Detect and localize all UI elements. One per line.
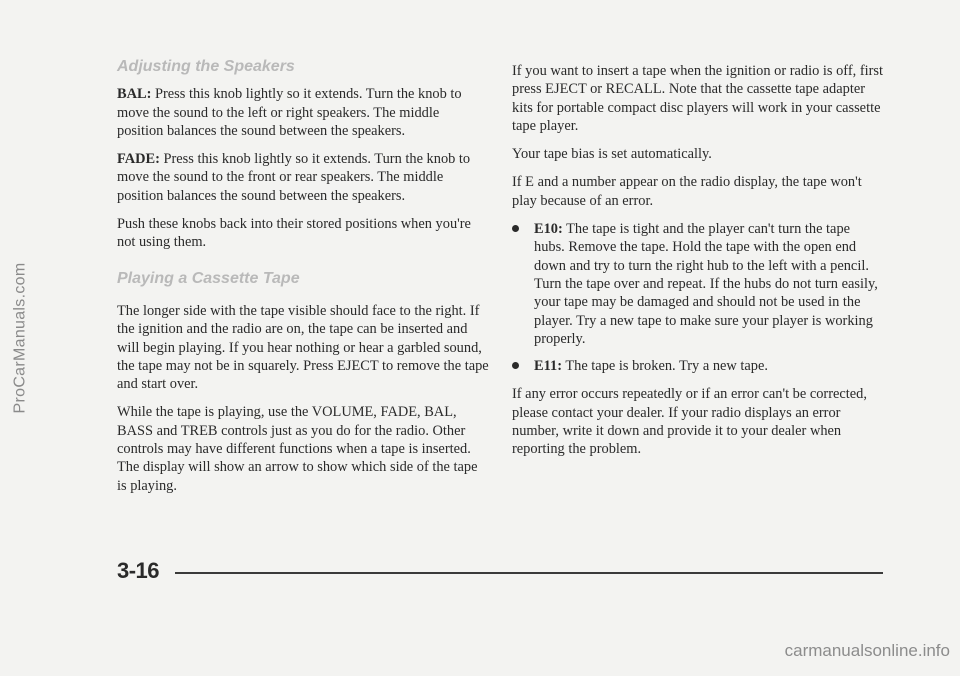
bullet-icon (512, 362, 519, 369)
bal-label: BAL: (117, 86, 152, 103)
push-paragraph: Push these knobs back into their stored positions when you're not using them. (117, 216, 471, 251)
fade-paragraph (117, 150, 489, 205)
bias-paragraph: Your tape bias is set automatically. (512, 146, 712, 163)
error-intro-paragraph: If E and a number appear on the radio display, the tape won't play because of an error. (512, 174, 862, 209)
insert-paragraph: If you want to insert a tape when the ignition or radio is off, first press EJECT or RECALL. Note that the cassette tape adapter kits for portable compact disc players will work in your cassette tape player. (512, 63, 884, 134)
fade-label: FADE: (117, 151, 160, 168)
page-footer (117, 558, 883, 588)
fade-text: Press this knob lightly so it extends. Turn the knob to move the sound to the front or rear speakers. The middle position balances the sound between the speakers. (117, 151, 471, 204)
speakers-heading: Adjusting the Speakers (117, 58, 295, 75)
left-column (117, 58, 489, 505)
side-watermark-text: ProCarManuals.com (11, 262, 28, 414)
bullet-icon (512, 225, 519, 232)
cassette-paragraph-2: While the tape is playing, use the VOLUME, FADE, BAL, BASS and TREB controls just as you do for the radio. Other controls may have different functions when a tape is inserted. The display will show an arrow to show which side of the tape is playing. (117, 404, 478, 494)
list-item (512, 220, 884, 348)
footer-rule (175, 572, 883, 574)
bottom-watermark: carmanualsonline.info (784, 641, 950, 660)
bal-paragraph (117, 85, 489, 140)
side-watermark (2, 0, 38, 676)
error-code: E11: (534, 358, 562, 375)
dealer-paragraph: If any error occurs repeatedly or if an error can't be corrected, please contact your dealer. If your radio displays an error number, write it down and provide it to your dealer when reporting the problem. (512, 386, 867, 458)
error-list (512, 220, 884, 375)
list-item (512, 357, 884, 375)
cassette-heading: Playing a Cassette Tape (117, 269, 300, 287)
right-column (512, 62, 884, 469)
cassette-paragraph-1: The longer side with the tape visible should face to the right. If the ignition and the radio are on, the tape can be inserted and will begin playing. If you hear nothing or hear a garbled sound, the tape may not be in squarely. Press EJECT to remove the tape and start over. (117, 302, 489, 393)
bal-text: Press this knob lightly so it extends. Turn the knob to move the sound to the left or right speakers. The middle position balances the sound between the speakers. (117, 86, 462, 139)
error-code: E10: (534, 221, 563, 238)
error-description: The tape is tight and the player can't turn the tape hubs. Remove the tape. Hold the tape with the open end down and try to turn the right hub to the left with a pencil. Turn the tape over and repeat. If the hubs do not turn easily, your tape may be damaged and should not be used in the player. Try a new tape to make sure your player is working properly. (534, 221, 878, 347)
error-description: The tape is broken. Try a new tape. (562, 358, 768, 375)
page-number: 3-16 (117, 558, 160, 583)
